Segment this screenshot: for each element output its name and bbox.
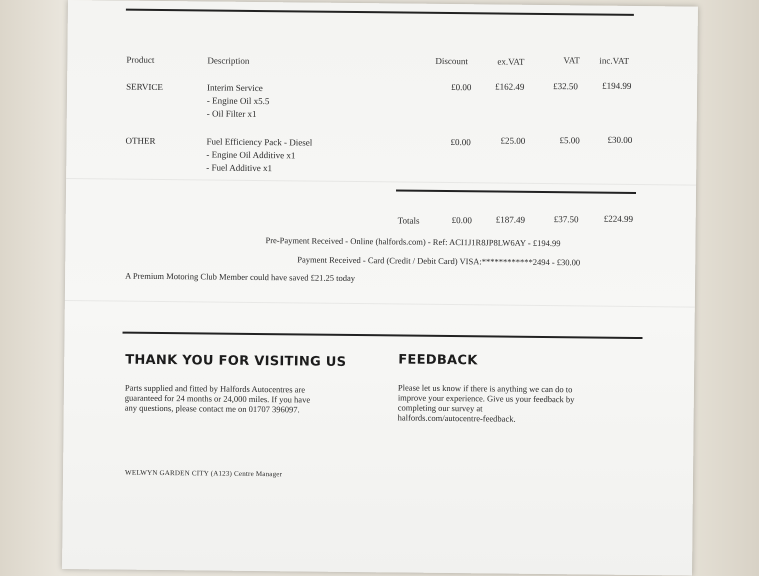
header-product: Product bbox=[126, 54, 155, 65]
section-rule bbox=[123, 332, 643, 339]
row-inc-vat: £194.99 bbox=[602, 80, 632, 91]
header-ex-vat: ex.VAT bbox=[497, 56, 525, 67]
header-vat: VAT bbox=[563, 55, 580, 66]
paper-fold bbox=[65, 300, 695, 308]
receipt-paper bbox=[62, 0, 698, 576]
row-subitem: - Engine Oil Additive x1 bbox=[206, 149, 296, 161]
row-discount: £0.00 bbox=[450, 137, 471, 148]
thank-you-heading: THANK YOU FOR VISITING US bbox=[125, 352, 347, 370]
feedback-link: halfords.com/autocentre-feedback. bbox=[397, 412, 516, 424]
header-inc-vat: inc.VAT bbox=[599, 55, 630, 66]
row-subitem: - Engine Oil x5.5 bbox=[206, 95, 270, 107]
totals-label: Totals bbox=[397, 215, 420, 226]
header-description: Description bbox=[207, 55, 250, 66]
row-subitem: - Fuel Additive x1 bbox=[206, 162, 273, 174]
guarantee-text bbox=[125, 383, 311, 415]
row-product: OTHER bbox=[125, 135, 156, 146]
payment-line-card: Payment Received - Card (Credit / Debit Card) VISA:************2494 - £30.00 bbox=[297, 254, 581, 268]
row-description: Interim Service bbox=[207, 82, 263, 94]
row-ex-vat: £162.49 bbox=[495, 81, 525, 92]
feedback-line: Please let us know if there is anything we can do to bbox=[397, 382, 573, 395]
row-product: SERVICE bbox=[126, 81, 163, 92]
totals-discount: £0.00 bbox=[451, 215, 473, 226]
feedback-text bbox=[398, 382, 575, 424]
row-inc-vat: £30.00 bbox=[607, 134, 633, 145]
row-ex-vat: £25.00 bbox=[500, 135, 526, 146]
feedback-heading: FEEDBACK bbox=[398, 352, 478, 369]
top-rule bbox=[126, 9, 634, 16]
guarantee-line: any questions, please contact me on 01707 396097. bbox=[124, 402, 300, 415]
guarantee-line: guaranteed for 24 months or 24,000 miles. If you have bbox=[124, 392, 311, 405]
centre-manager: WELWYN GARDEN CITY (A123) Centre Manager bbox=[125, 468, 283, 479]
row-description: Fuel Efficiency Pack - Diesel bbox=[206, 136, 313, 148]
paper-fold bbox=[66, 178, 696, 186]
row-discount: £0.00 bbox=[451, 82, 472, 93]
payment-line-online: Pre-Payment Received - Online (halfords.com) - Ref: ACI1J1R8JP8LW6AY - £194.99 bbox=[265, 235, 561, 249]
premium-note: A Premium Motoring Club Member could have saved £21.25 today bbox=[125, 270, 356, 284]
header-discount: Discount bbox=[435, 55, 468, 67]
totals-vat: £37.50 bbox=[553, 214, 579, 225]
guarantee-line: Parts supplied and fitted by Halfords Autocentres are bbox=[124, 382, 306, 395]
row-subitem: - Oil Filter x1 bbox=[206, 108, 257, 119]
feedback-line: improve your experience. Give us your feedback by bbox=[397, 392, 575, 405]
totals-rule bbox=[396, 189, 636, 193]
feedback-line: completing our survey at bbox=[397, 402, 483, 414]
row-vat: £5.00 bbox=[559, 135, 580, 146]
row-vat: £32.50 bbox=[553, 81, 578, 92]
totals-ex-vat: £187.49 bbox=[495, 214, 526, 225]
totals-inc-vat: £224.99 bbox=[603, 213, 634, 224]
